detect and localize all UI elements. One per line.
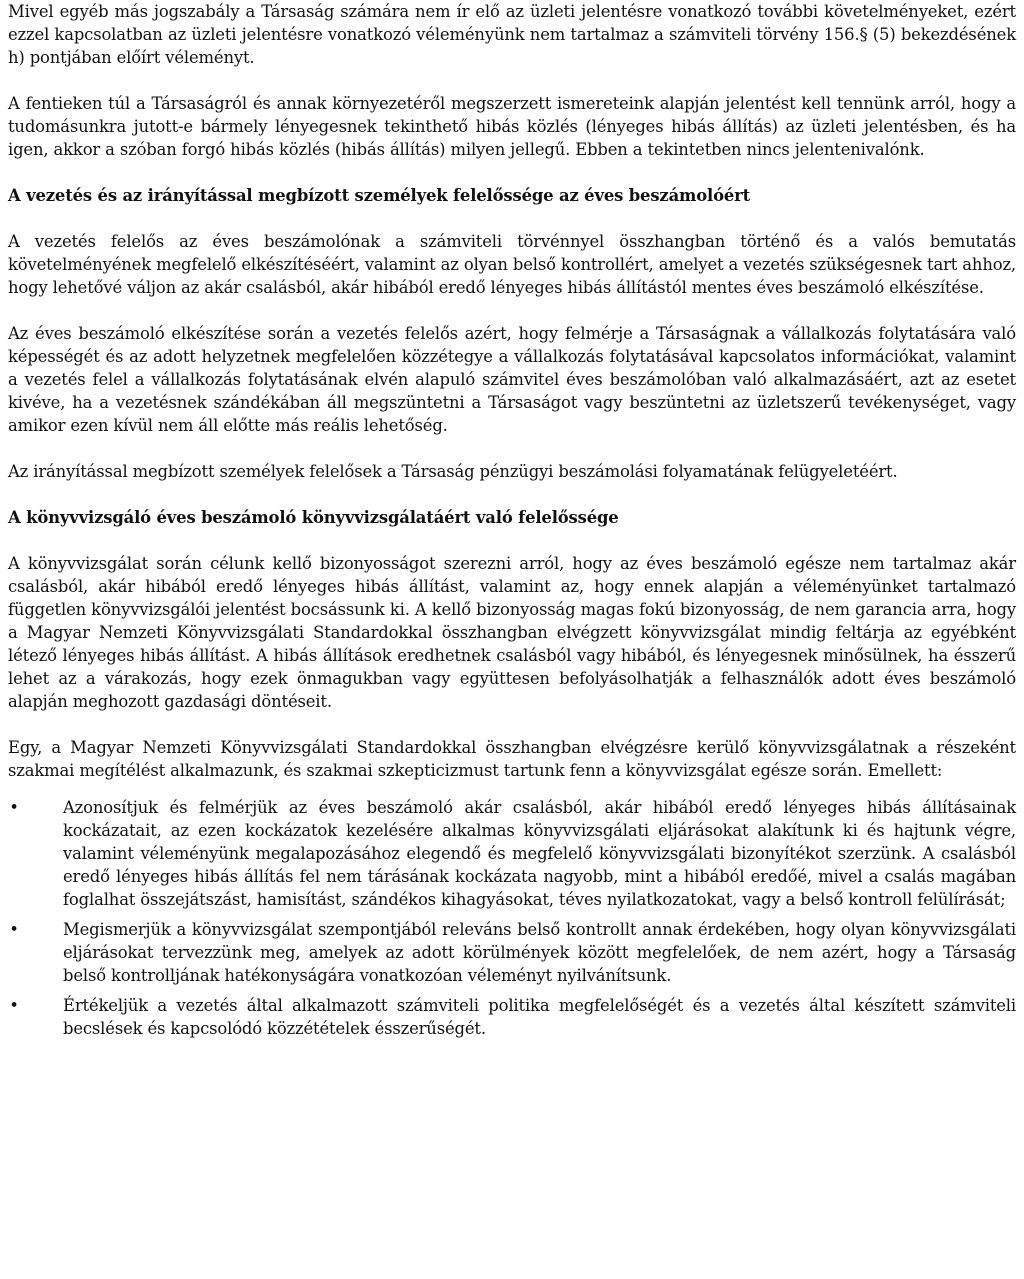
list-item-text: Értékeljük a vezetés által alkalmazott számviteli politika megfelelőségét és a vezetés által készített számviteli becslések és kapcsolódó közzétételek ésszerűségét. <box>63 996 1016 1038</box>
bullet-icon: • <box>9 996 19 1015</box>
paragraph-business-report-misstatement: A fentieken túl a Társaságról és annak környezetéről megszerzett ismereteink alapján jelentést kell tennünk arról, hogy a tudomásunkra jutott-e bármely lényegesnek tekinthető hibás közlés (lényeges hibás állítás) az üzleti jelentésben, és ha igen, akkor a szóban forgó hibás közlés (hibás állítás) milyen jellegű. Ebben a tekintetben nincs jelentenivalónk. <box>8 94 1016 159</box>
list-item-text: Azonosítjuk és felmérjük az éves beszámoló akár csalásból, akár hibából eredő lényeges hibás állításainak kockázatait, az ezen kockázatok kezelésére alkalmas könyvvizsgálati eljárásokat alakítunk ki és hajtunk végre, valamint véleményünk megalapozásához elegendő és megfelelő könyvvizsgálati bizonyítékot szerzünk. A csalásból eredő lényeges hibás állítás fel nem tárásának kockázata nagyobb, mint a hibából eredőé, mivel a csalás magában foglalhat összejátszást, hamisítást, szándékos kihagyásokat, téves nyilatkozatokat, vagy a belső kontroll felülírását; <box>63 798 1016 909</box>
list-item <box>8 994 1016 1040</box>
list-item <box>8 796 1016 911</box>
bullet-icon: • <box>9 798 19 817</box>
paragraph-other-legal-requirements: Mivel egyéb más jogszabály a Társaság számára nem ír elő az üzleti jelentésre vonatkozó további követelményeket, ezért ezzel kapcsolatban az üzleti jelentésre vonatkozó véleményünk nem tartalmaz a számviteli törvény 156.§ (5) bekezdésének h) pontjában előírt véleményt. <box>8 2 1016 67</box>
paragraph-professional-judgement: Egy, a Magyar Nemzeti Könyvvizsgálati Standardokkal összhangban elvégzésre kerülő könyvvizsgálatnak a részeként szakmai megítélést alkalmazunk, és szakmai szkepticizmust tartunk fenn a könyvvizsgálat egésze során. Emellett: <box>8 738 1016 780</box>
auditor-procedures-list <box>8 796 1016 1040</box>
bullet-icon: • <box>9 920 19 939</box>
paragraph-going-concern: Az éves beszámoló elkészítése során a vezetés felelős azért, hogy felmérje a Társaságnak a vállalkozás folytatására való képességét és az adott helyzetnek megfelelően közzétegye a vállalkozás folytatásával kapcsolatos információkat, valamint a vezetés felel a vállalkozás folytatásának elvén alapuló számvitel éves beszámolóban való alkalmazásáért, azt az esetet kivéve, ha a vezetésnek szándékában áll megszüntetni a Társaságot vagy beszüntetni az üzletszerű tevékenységet, vagy amikor ezen kívül nem áll előtte más reális lehetőség. <box>8 324 1016 435</box>
paragraph-governance-oversight: Az irányítással megbízott személyek felelősek a Társaság pénzügyi beszámolási folyamatának felügyeletéért. <box>8 462 898 481</box>
list-item-text: Megismerjük a könyvvizsgálat szempontjából releváns belső kontrollt annak érdekében, hogy olyan könyvvizsgálati eljárásokat tervezzünk meg, amelyek az adott körülmények között megfelelőek, de nem azért, hogy a Társaság belső kontrolljának hatékonyságára vonatkozóan véleményt nyilvánítsunk. <box>63 920 1016 985</box>
list-item <box>8 918 1016 987</box>
section-heading-management-responsibility: A vezetés és az irányítással megbízott személyek felelőssége az éves beszámolóért <box>8 186 751 205</box>
paragraph-reasonable-assurance: A könyvvizsgálat során célunk kellő bizonyosságot szerezni arról, hogy az éves beszámoló egésze nem tartalmaz akár csalásból, akár hibából eredő lényeges hibás állítást, valamint az, hogy ennek alapján a véleményünket tartalmazó független könyvvizsgálói jelentést bocsássunk ki. A kellő bizonyosság magas fokú bizonyosság, de nem garancia arra, hogy a Magyar Nemzeti Könyvvizsgálati Standardokkal összhangban elvégzett könyvvizsgálat mindig feltárja az egyébként létező lényeges hibás állítást. A hibás állítások eredhetnek csalásból vagy hibából, és lényegesnek minősülnek, ha ésszerű lehet az a várakozás, hogy ezek önmagukban vagy együttesen befolyásolhatják a felhasználók adott éves beszámoló alapján meghozott gazdasági döntéseit. <box>8 554 1016 711</box>
document-page <box>8 0 1016 1047</box>
paragraph-management-responsible: A vezetés felelős az éves beszámolónak a számviteli törvénnyel összhangban történő és a valós bemutatás követelményének megfelelő elkészítéséért, valamint az olyan belső kontrollért, amelyet a vezetés szükségesnek tart ahhoz, hogy lehetővé váljon az akár csalásból, akár hibából eredő lényeges hibás állítástól mentes éves beszámoló elkészítése. <box>8 232 1016 297</box>
section-heading-auditor-responsibility: A könyvvizsgáló éves beszámoló könyvvizsgálatáért való felelőssége <box>8 508 619 527</box>
